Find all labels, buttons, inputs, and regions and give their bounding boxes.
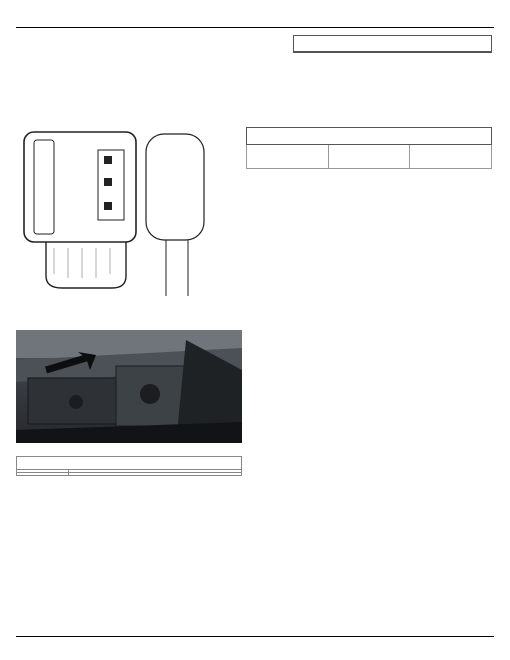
page-header	[16, 6, 494, 28]
circuit-list	[69, 473, 242, 476]
plug-layout-table	[246, 127, 492, 169]
component-info-top-heading	[294, 36, 491, 52]
component-info-top	[293, 35, 492, 53]
circuit-key	[17, 473, 69, 476]
connector-drawing-svg	[16, 128, 242, 304]
component-info-bottom-heading	[17, 457, 242, 470]
column-header-wire-no	[328, 145, 410, 169]
column-header-pin	[247, 145, 329, 169]
harness-photo-svg	[16, 330, 242, 443]
column-header-wire-color	[410, 145, 492, 169]
connector-drawing	[16, 128, 242, 304]
page-footer	[16, 636, 494, 640]
plug-table-title	[247, 128, 492, 145]
component-info-bottom	[16, 456, 242, 476]
circuit-row	[17, 473, 242, 476]
harness-photo	[16, 330, 242, 443]
